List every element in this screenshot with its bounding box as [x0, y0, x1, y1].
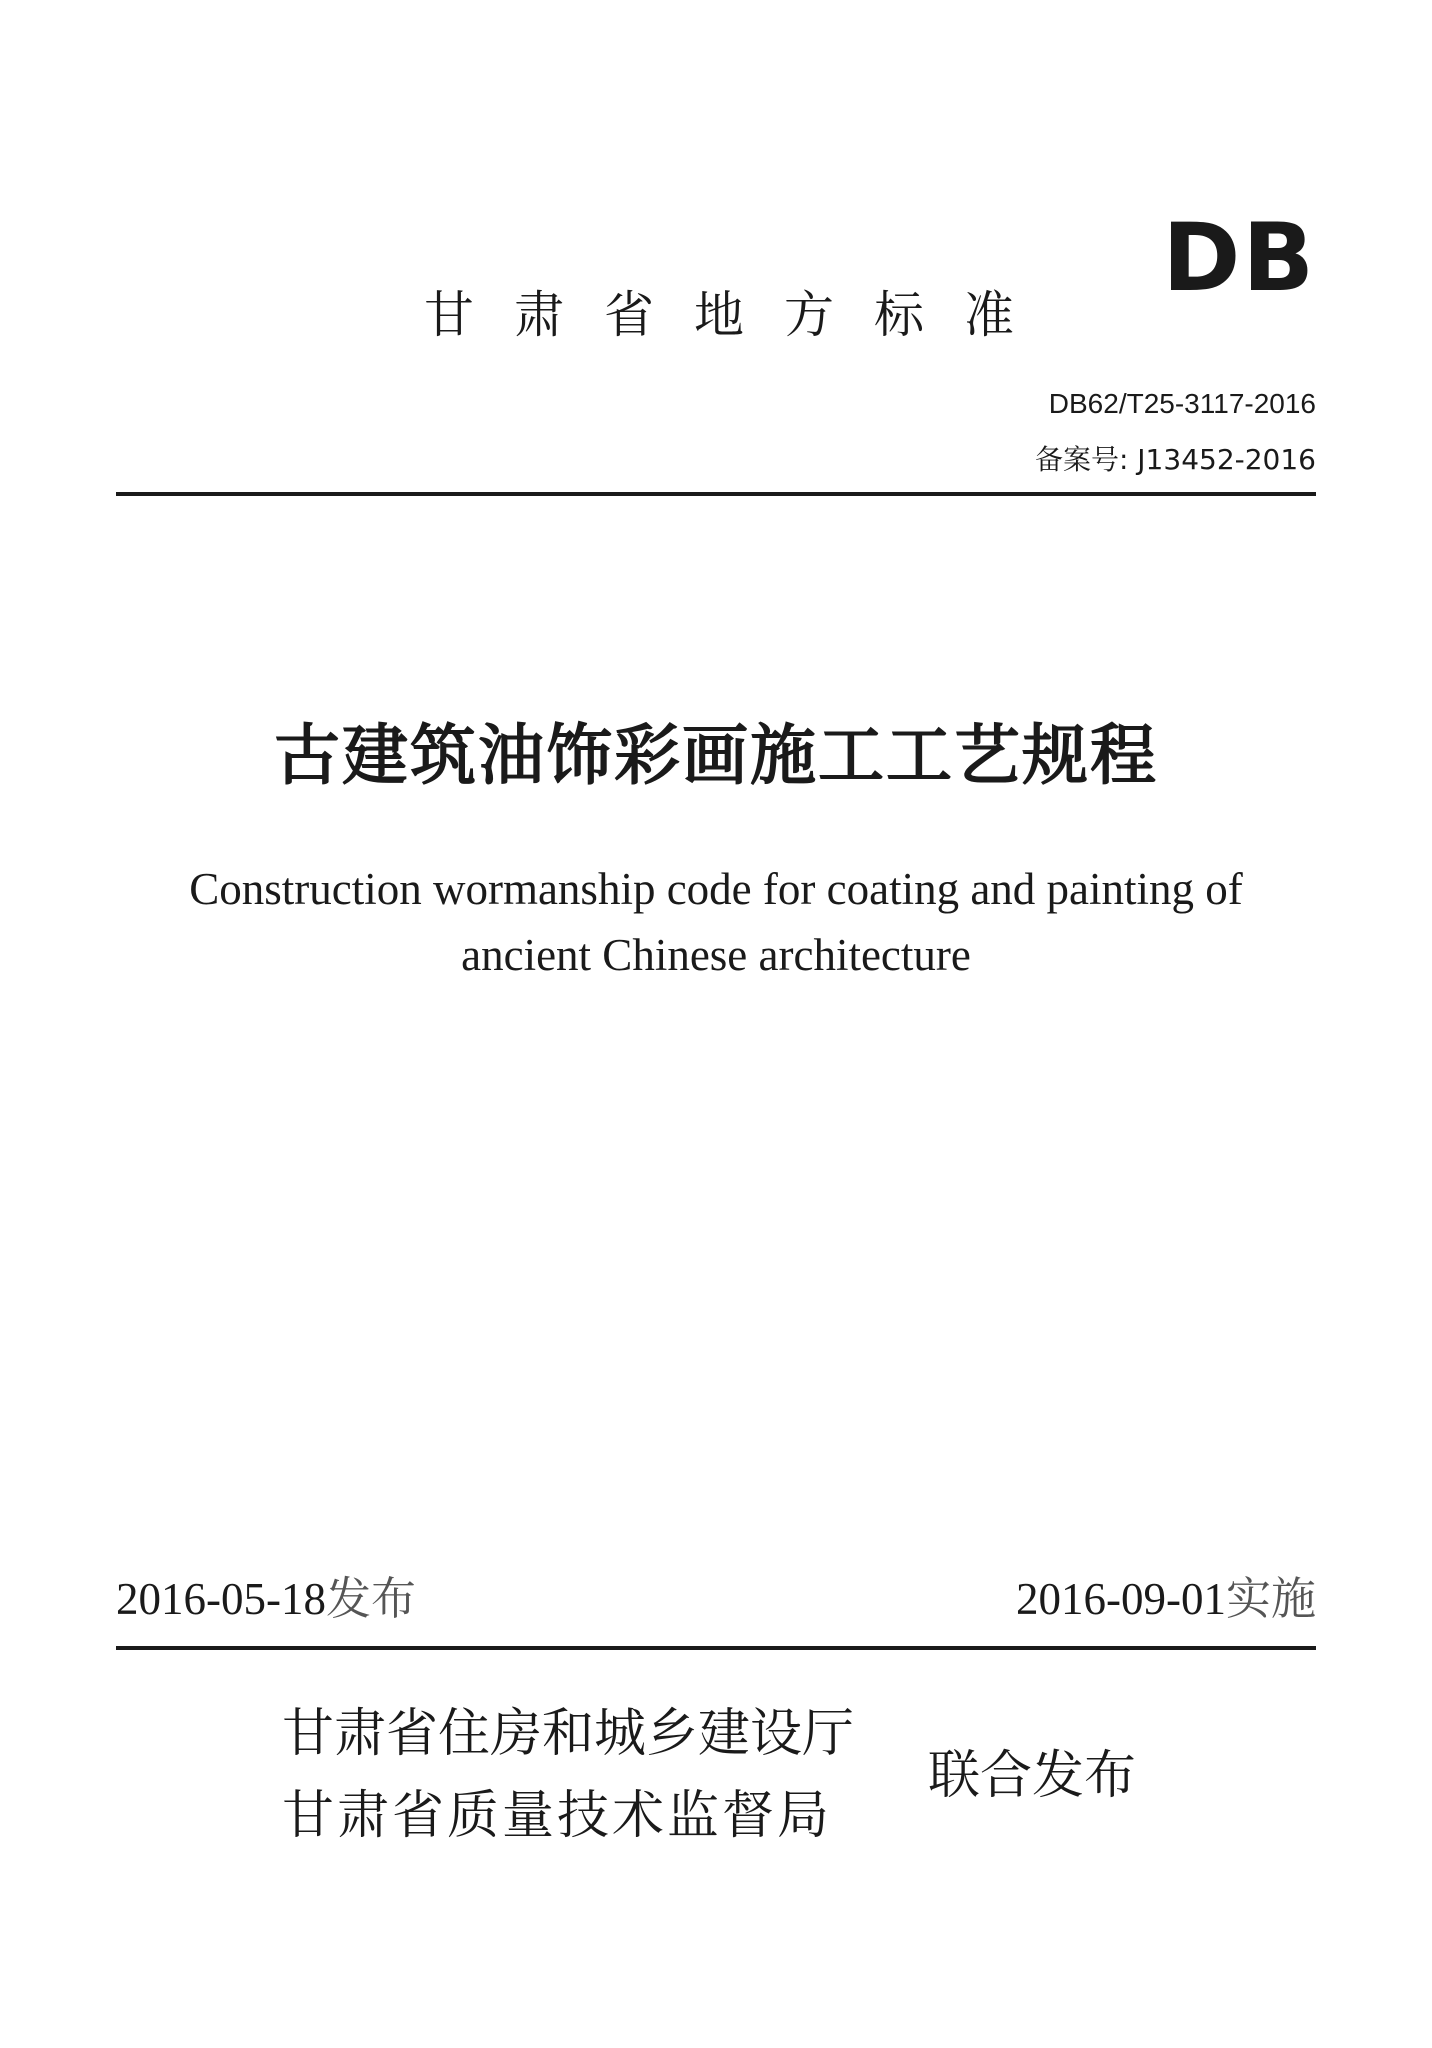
english-title-line-1: Construction wormanship code for coating and painting of [189, 864, 1243, 914]
issue-label: 发布 [325, 1572, 416, 1625]
implementation-date-block [1016, 1572, 1316, 1625]
bottom-divider [116, 1646, 1316, 1650]
standard-number: DB62/T25-3117-2016 [1048, 388, 1316, 419]
record-number: 备案号: J13452-2016 [1034, 443, 1316, 476]
db-logo: DB [1162, 204, 1316, 313]
implementation-date: 2016-09-01 [1016, 1574, 1226, 1624]
issue-date: 2016-05-18 [116, 1574, 326, 1624]
issue-date-block [116, 1572, 416, 1625]
issuer-housing-department: 甘肃省住房和城乡建设厅 [282, 1704, 855, 1764]
document-title-chinese: 古建筑油饰彩画施工工艺规程 [274, 716, 1158, 794]
document-title-english [0, 856, 1432, 988]
issuer-quality-bureau: 甘肃省质量技术监督局 [282, 1786, 833, 1846]
english-title-line-2: ancient Chinese architecture [461, 930, 971, 980]
standard-type-heading: 甘肃省地方标准 [424, 286, 1054, 344]
joint-issue-label: 联合发布 [928, 1746, 1137, 1806]
implementation-label: 实施 [1225, 1572, 1316, 1625]
top-divider [116, 492, 1316, 496]
